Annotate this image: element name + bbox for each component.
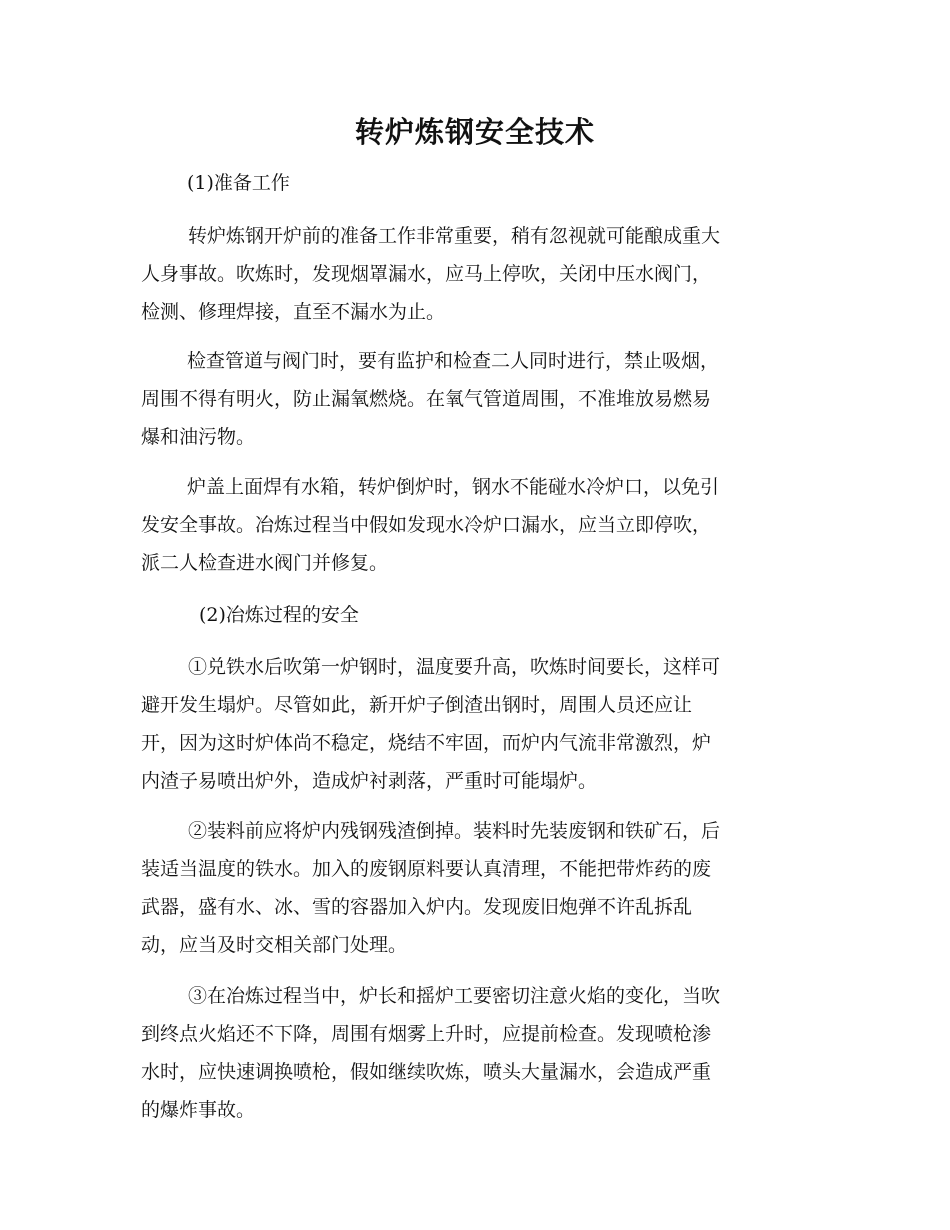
text-line: 装适当温度的铁水。加入的废钢原料要认真清理，不能把带炸药的废 xyxy=(141,858,712,880)
text-line: 发安全事故。冶炼过程当中假如发现水冷炉口漏水，应当立即停吹， xyxy=(141,514,712,536)
text-line: 到终点火焰还不下降，周围有烟雾上升时，应提前检查。发现喷枪渗 xyxy=(141,1023,712,1045)
paragraph-item-2 xyxy=(141,812,811,964)
text-line: ②装料前应将炉内残钢残渣倒掉。装料时先装废钢和铁矿石，后 xyxy=(188,820,721,842)
text-line: 派二人检查进水阀门并修复。 xyxy=(141,552,389,574)
text-line: 转炉炼钢开炉前的准备工作非常重要，稍有忽视就可能酿成重大 xyxy=(188,225,721,247)
text-line: 炉盖上面焊有水箱，转炉倒炉时，钢水不能碰水冷炉口，以免引 xyxy=(187,476,720,498)
section-heading-smelting-safety: (2)冶炼过程的安全 xyxy=(199,604,359,626)
text-line: 检测、修理焊接，直至不漏水为止。 xyxy=(141,301,446,323)
paragraph-item-1 xyxy=(141,648,811,800)
paragraph-item-3 xyxy=(141,977,811,1129)
text-line: 武器，盛有水、冰、雪的容器加入炉内。发现废旧炮弹不许乱拆乱 xyxy=(141,896,693,918)
text-line: 水时，应快速调换喷枪，假如继续吹炼，喷头大量漏水，会造成严重 xyxy=(141,1061,712,1083)
section-heading-preparation: (1)准备工作 xyxy=(187,172,290,194)
text-line: 避开发生塌炉。尽管如此，新开炉子倒渣出钢时，周围人员还应让 xyxy=(141,694,693,716)
text-line: 检查管道与阀门时，要有监护和检查二人同时进行，禁止吸烟， xyxy=(187,350,720,372)
text-line: 内渣子易喷出炉外，造成炉衬剥落，严重时可能塌炉。 xyxy=(141,770,598,792)
text-line: 人身事故。吹炼时，发现烟罩漏水，应马上停吹，关闭中压水阀门， xyxy=(141,263,712,285)
text-line: 爆和油污物。 xyxy=(141,426,256,448)
text-line: 开，因为这时炉体尚不稳定，烧结不牢固，而炉内气流非常激烈，炉 xyxy=(141,732,712,754)
document-title: 转炉炼钢安全技术 xyxy=(354,115,595,149)
text-line: ③在冶炼过程当中，炉长和摇炉工要密切注意火焰的变化，当吹 xyxy=(188,985,721,1007)
paragraph-startup-preparation xyxy=(141,217,811,331)
text-line: 动，应当及时交相关部门处理。 xyxy=(141,934,408,956)
text-line: 周围不得有明火，防止漏氧燃烧。在氧气管道周围，不准堆放易燃易 xyxy=(141,388,712,410)
paragraph-furnace-cover xyxy=(141,468,811,582)
text-line: 的爆炸事故。 xyxy=(141,1099,256,1121)
text-line: ①兑铁水后吹第一炉钢时，温度要升高，吹炼时间要长，这样可 xyxy=(188,656,721,678)
paragraph-pipe-valve-check xyxy=(141,342,811,456)
